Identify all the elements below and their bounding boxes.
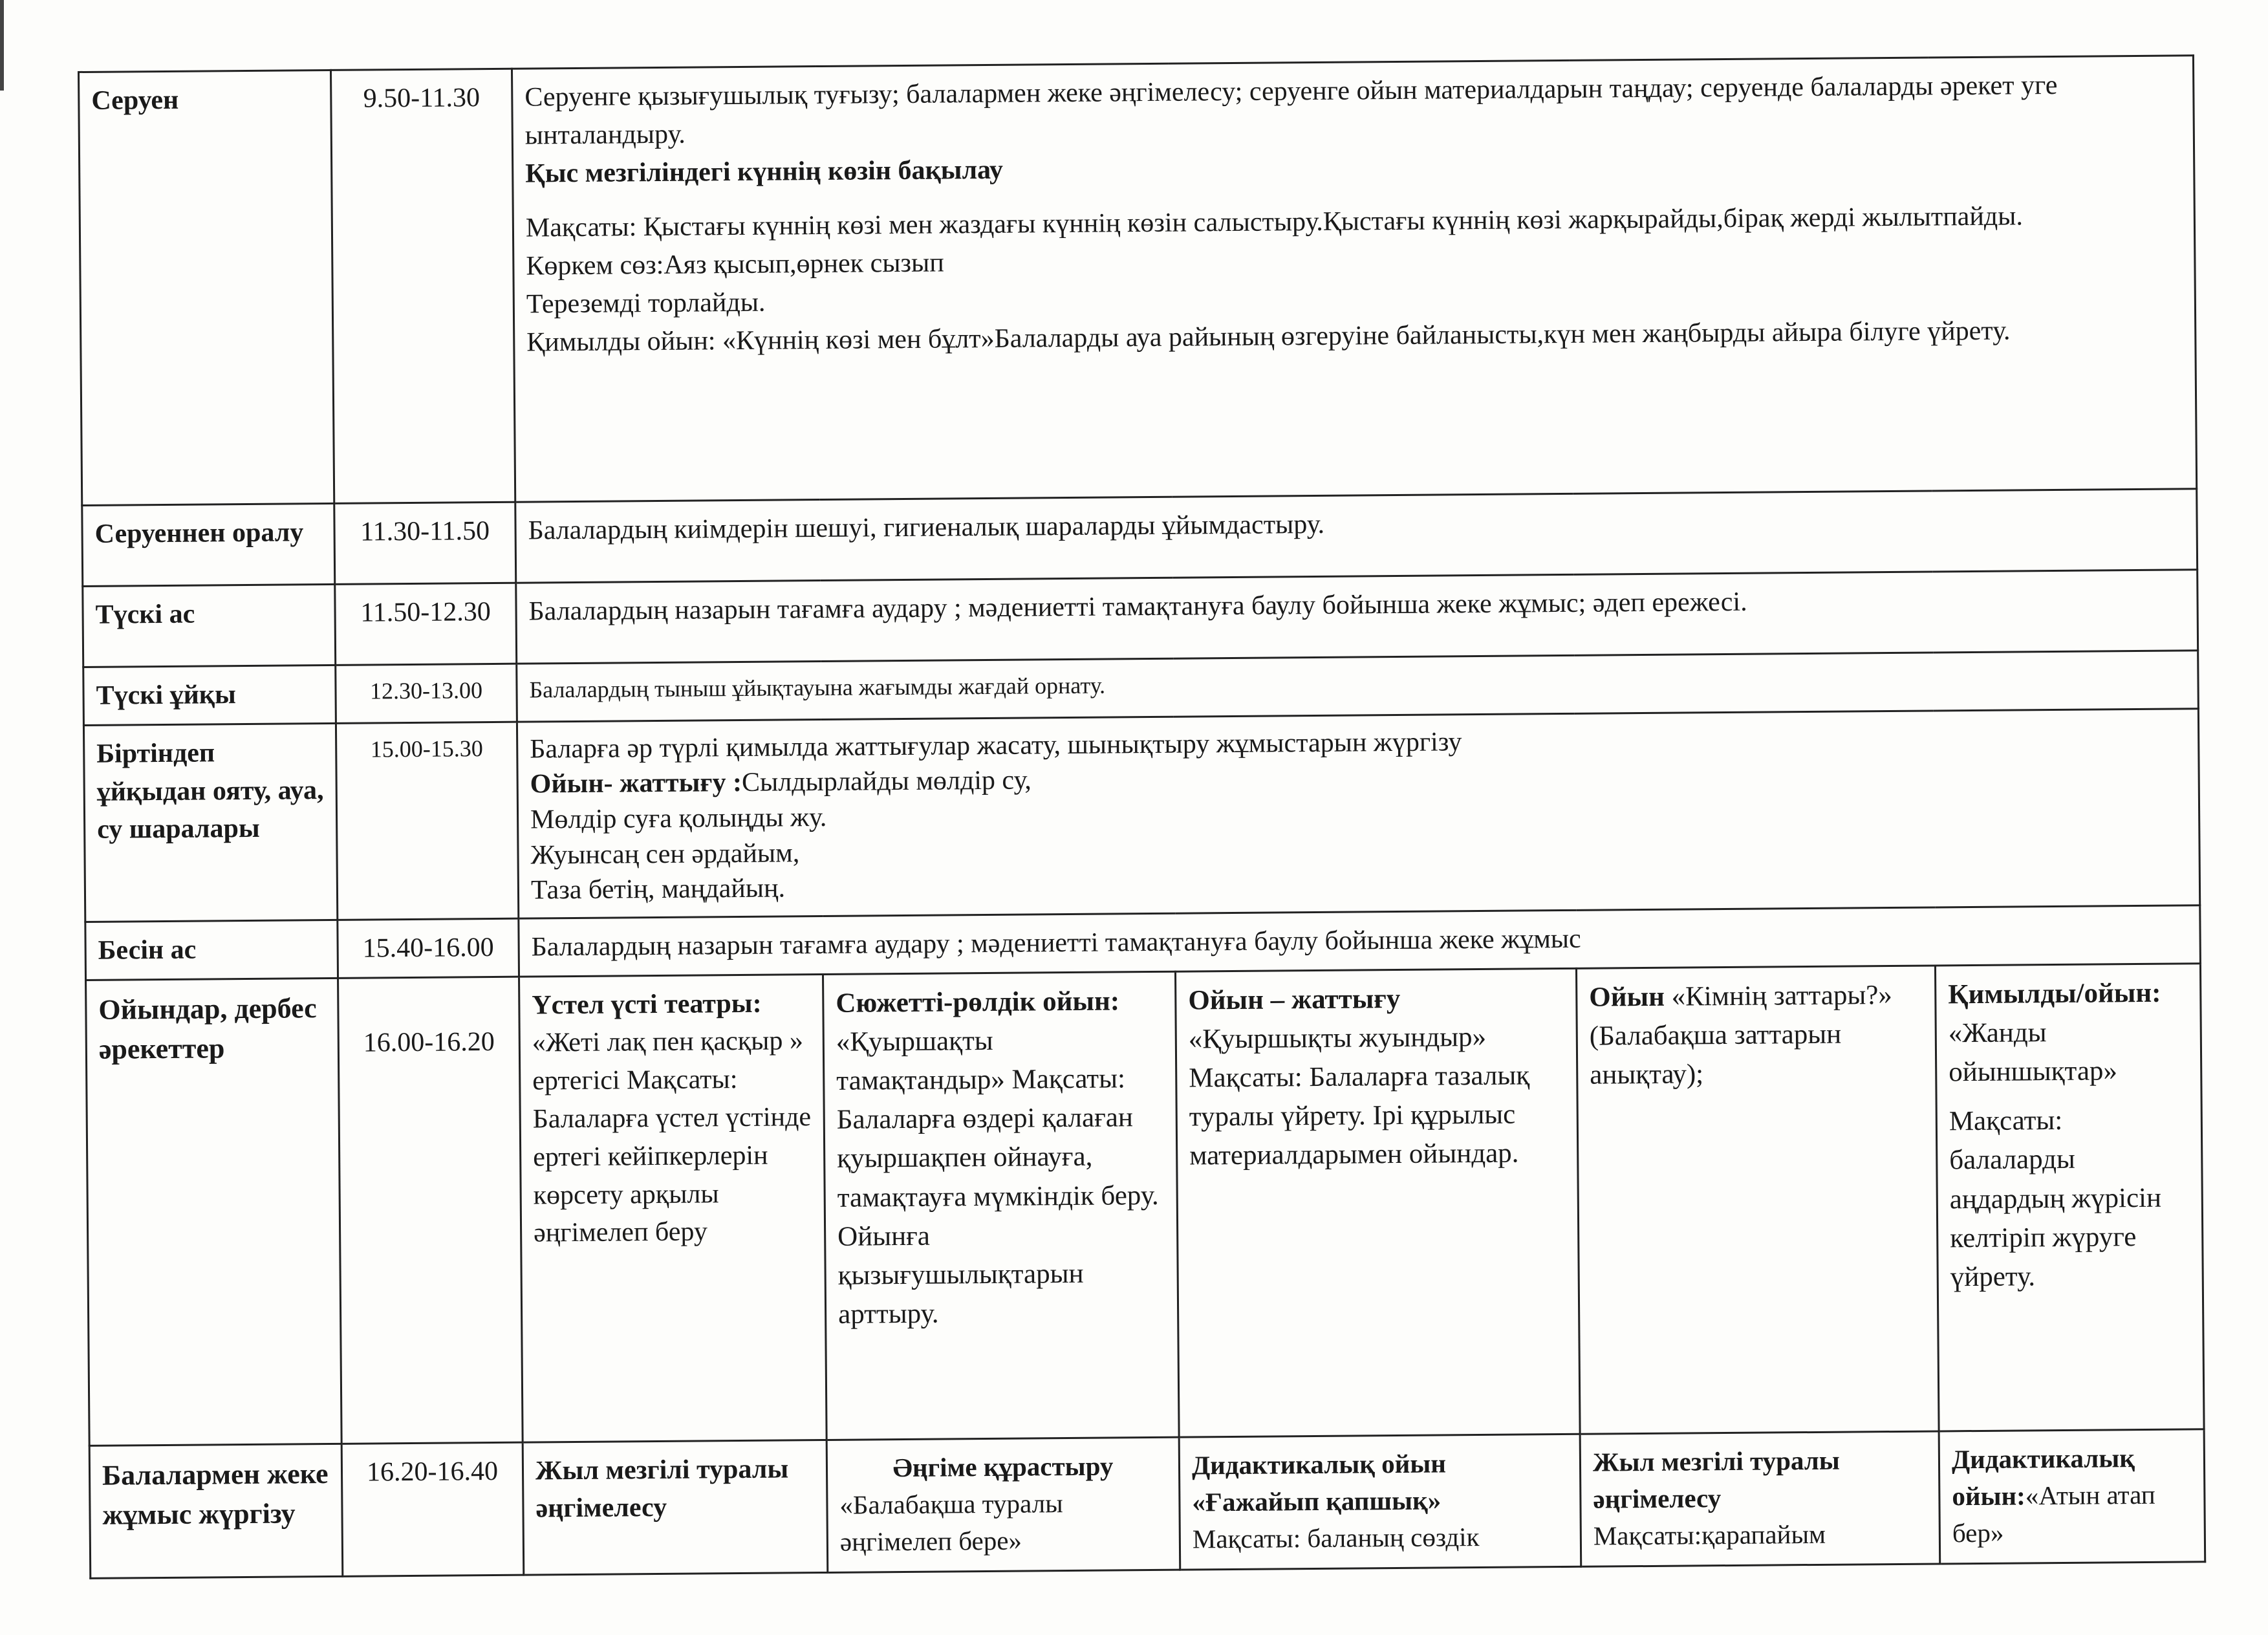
games-c5-body-2: Мақсаты: балаларды аңдардың жүрісін келтіріп жүруге үйрету. [1949,1105,2162,1293]
activity-wake: Біртіндеп ұйқыдан ояту, ауа, су шаралары [83,723,337,922]
activity-lunch: Түскі ас [83,584,336,667]
games-c2-body: «Қуыршақты тамақтандыр» Мақсаты: Балаларға өздері қалаған қуыршақпен ойнауға, тамақтауға мүмкіндік беру. Ойынға қызығушылықтарын арттыру. [836,1025,1159,1330]
individual-cell-4 [1580,1431,1940,1566]
individual-c1-title: Жыл мезгілі туралы әңгімелесу [535,1453,789,1524]
row-walk [79,56,2197,506]
individual-c4-title: Жыл мезгілі туралы әңгімелесу [1592,1445,1840,1514]
games-c3-title: Ойын – жаттығу [1188,983,1401,1016]
individual-c3-body: Мақсаты: баланың сөздік [1192,1522,1480,1554]
activity-individual: Балалармен жеке жұмыс жүргізу [89,1444,343,1578]
time-games: 16.00-16.20 [338,977,523,1444]
activity-games: Ойындар, дербес әрекеттер [86,978,342,1446]
time-wake: 15.00-15.30 [336,722,518,920]
desc-nap: Балалардың тыныш ұйықтауына жағымды жағдай орнату. [517,651,2199,722]
games-cell-3 [1175,968,1580,1437]
row-individual [89,1429,2205,1578]
activity-nap: Түскі ұйқы [83,665,336,725]
individual-c5-body: «Атын атап бер» [1952,1479,2155,1548]
games-c5-body-1: «Жанды ойыншықтар» [1948,1017,2118,1088]
wake-game-label: Ойын- жаттығу : [530,768,742,799]
activity-return: Серуеннен оралу [82,503,335,586]
individual-cell-2 [826,1437,1180,1572]
time-lunch: 11.50-12.30 [335,583,517,665]
individual-c3-title: Дидактикалық ойын «Ғажайып қапшық» [1191,1448,1447,1517]
wake-line-1: Баларға әр түрлі қимылда жаттығулар жасату, шынықтыру жұмыстарын жүргізу [530,727,1462,764]
games-c5-title: Қимылды/ойын: [1948,977,2161,1010]
walk-heading: Қыс мезгіліндегі күннің көзін бақылау [525,155,1004,189]
individual-cell-3 [1179,1434,1581,1570]
games-cell-1 [519,974,827,1442]
games-cell-5 [1935,963,2204,1431]
wake-line-2: Сылдырлайды мөлдір су, [741,765,1032,798]
individual-c5-title: Дидактикалық ойын: [1951,1442,2135,1511]
desc-return: Балалардың киімдерін шешуі, гигиеналық шараларды ұйымдастыру. [515,489,2198,583]
games-c1-body: «Жеті лақ пен қасқыр » ертегісі Мақсаты: Балаларға үстел үстінде ертегі кейіпкерлерін көрсету арқылы әңгімелеп беру [532,1026,812,1248]
desc-snack: Балалардың назарын тағамға аудару ; мәдениетті тамақтануға баулу бойынша жеке жұмыс [519,905,2201,977]
games-cell-4 [1576,966,1939,1434]
time-individual: 16.20-16.40 [341,1442,524,1576]
individual-cell-5 [1939,1429,2205,1563]
individual-c4-body: Мақсаты:қарапайым [1593,1519,1826,1552]
activity-walk: Серуен [79,70,334,505]
walk-verse-1: Көркем сөз:Аяз қысып,өрнек сызып [526,248,944,281]
time-nap: 12.30-13.00 [336,664,517,723]
games-c3-body: «Қуыршықты жуындыр» Мақсаты: Балаларға тазалық туралы үйрету. Ірі құрылыс материалдарымен ойындар. [1188,1021,1530,1171]
wake-line-3: Мөлдір суға қолыңды жу. [530,802,827,835]
time-walk: 9.50-11.30 [330,69,515,503]
daily-plan-table [78,54,2206,1579]
row-games [86,963,2205,1446]
desc-lunch: Балалардың назарын тағамға аудару ; мәдениетті тамақтануға баулу бойынша жеке жұмыс; әдеп ережесі. [516,570,2198,664]
games-c4-body: «Кімнің заттары?» (Балабақша заттарын анықтау); [1589,979,1893,1090]
individual-c2-title: Әңгіме құрастыру [892,1451,1114,1482]
time-return: 11.30-11.50 [334,502,516,584]
walk-verse-2: Тереземді торлайды. [526,287,766,319]
activity-snack: Бесін ас [85,920,338,980]
games-c2-title: Сюжетті-рөлдік ойын: [836,985,1120,1019]
individual-cell-1 [523,1440,828,1575]
games-c1-title: Үстел үсті театры: [532,988,762,1021]
games-cell-2 [823,971,1180,1440]
wake-line-4: Жуынсаң сен әрдайым, [530,838,800,871]
desc-wake [517,709,2199,918]
games-c4-title: Ойын [1589,981,1665,1013]
walk-goal: Мақсаты: Қыстағы күннің көзі мен жаздағы күннің көзін салыстыру.Қыстағы күннің көзі жарқырайды,бірақ жерді жылытпайды. [525,201,2024,243]
walk-game: Қимылды ойын: «Күннің көзі мен бұлт»Балаларды ауа райының өзгеруіне байланысты,күн мен жаңбырды айыра білуге үйрету. [526,316,2011,358]
row-wake [83,709,2199,922]
scan-edge-mark [0,0,4,91]
desc-walk [512,56,2196,502]
individual-c2-body: «Балабақша туралы әңгімелеп бере» [839,1488,1063,1557]
time-snack: 15.40-16.00 [338,918,519,978]
walk-intro: Серуенге қызығушылық туғызу; балалармен жеке әңгімелесу; серуенге ойын материалдарын таңдау; серуенде балаларды әрекет уге ынталандыру. [524,70,2058,151]
wake-line-5: Таза бетің, маңдайың. [530,873,786,905]
